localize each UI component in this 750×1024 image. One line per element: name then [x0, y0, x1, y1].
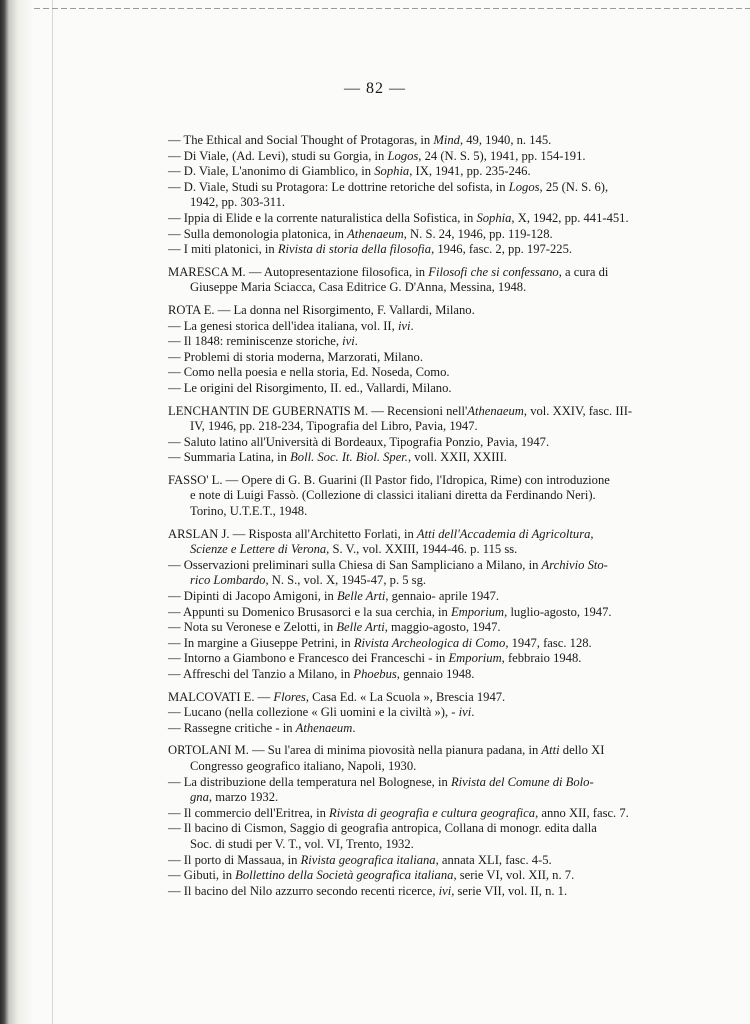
entry-gap: [168, 296, 703, 303]
bibliography-line-continuation: Congresso geografico italiano, Napoli, 1930.: [190, 758, 417, 773]
bibliography-line: — Gibuti, in Bollettino della Società geografica italiana, serie VI, vol. XII, n. 7.: [168, 868, 575, 883]
entry-gap: [168, 397, 703, 404]
bibliography-line: ORTOLANI M. — Su l'area di minima piovosità nella pianura padana, in Atti dello XI: [168, 743, 605, 758]
bibliography-line-continuation: Torino, U.T.E.T., 1948.: [190, 504, 308, 519]
bibliography-line-continuation: Scienze e Lettere di Verona, S. V., vol. XXIII, 1944-46. p. 115 ss.: [190, 542, 518, 557]
bibliography-line-continuation: rico Lombardo, N. S., vol. X, 1945-47, p. 5 sg.: [190, 573, 427, 588]
bibliography-line: — Ippia di Elide e la corrente naturalistica della Sofistica, in Sophia, X, 1942, pp. 441-451.: [168, 210, 629, 225]
bibliography-line: ROTA E. — La donna nel Risorgimento, F. Vallardi, Milano.: [168, 302, 475, 317]
book-binding-edge: [0, 0, 34, 1024]
page-number: — 82 —: [344, 80, 406, 97]
entry-gap: [168, 683, 703, 690]
bibliography-line: — Il 1848: reminiscenze storiche, ivi.: [168, 334, 358, 349]
bibliography-line: — Di Viale, (Ad. Levi), studi su Gorgia, in Logos, 24 (N. S. 5), 1941, pp. 154-191.: [168, 148, 586, 163]
bibliography-line: — In margine a Giuseppe Petrini, in Rivista Archeologica di Como, 1947, fasc. 128.: [168, 635, 592, 650]
bibliography-line: — La distribuzione della temperatura nel Bolognese, in Rivista del Comune di Bolo-: [168, 774, 594, 789]
bibliography-line-continuation: e note di Luigi Fassò. (Collezione di classici italiani diretta da Ferdinando Neri).: [190, 488, 596, 503]
bibliography-line: — D. Viale, L'anonimo di Giamblico, in Sophia, IX, 1941, pp. 235-246.: [168, 164, 531, 179]
bibliography-line: — Il commercio dell'Eritrea, in Rivista di geografia e cultura geografica, anno XII, fasc. 7.: [168, 805, 629, 820]
bibliography-line: — Dipinti di Jacopo Amigoni, in Belle Arti, gennaio- aprile 1947.: [168, 589, 500, 604]
bibliography-line: — Il bacino del Nilo azzurro secondo recenti ricerce, ivi, serie VII, vol. II, n. 1.: [168, 883, 568, 898]
bibliography-line-continuation: Soc. di studi per V. T., vol. VI, Trento, 1932.: [190, 836, 414, 851]
bibliography-line: — Lucano (nella collezione « Gli uomini e la civiltà »), - ivi.: [168, 705, 475, 720]
top-scan-edge: [34, 8, 750, 9]
bibliography-line: — Rassegne critiche - in Athenaeum.: [168, 720, 356, 735]
bibliography-line: MALCOVATI E. — Flores, Casa Ed. « La Scuola », Brescia 1947.: [168, 689, 506, 704]
bibliography-line: — Il bacino di Cismon, Saggio di geografia antropica, Collana di monogr. edita dalla: [168, 821, 597, 836]
bibliography-line-continuation: gna, marzo 1932.: [190, 790, 279, 805]
bibliography-line: — Affreschi del Tanzio a Milano, in Phoebus, gennaio 1948.: [168, 667, 475, 681]
bibliography-line: — Osservazioni preliminari sulla Chiesa di San Sampliciano a Milano, in Archivio Sto-: [168, 557, 608, 572]
bibliography-line-continuation: IV, 1946, pp. 218-234, Tipografia del Libro, Pavia, 1947.: [190, 419, 478, 434]
entry-gap: [168, 520, 703, 527]
bibliography-line: MARESCA M. — Autopresentazione filosofica, in Filosofi che si confessano, a cura di: [168, 264, 609, 279]
bibliography-line-continuation: Giuseppe Maria Sciacca, Casa Editrice G. D'Anna, Messina, 1948.: [190, 280, 527, 295]
bibliography-line: — Il porto di Massaua, in Rivista geografica italiana, annata XLI, fasc. 4-5.: [168, 852, 552, 867]
bibliography-list: [168, 133, 703, 899]
bibliography-line: — Appunti su Domenico Brusasorci e la sua cerchia, in Emporium, luglio-agosto, 1947.: [168, 604, 612, 619]
bibliography-line: — I miti platonici, in Rivista di storia della filosofia, 1946, fasc. 2, pp. 197-225.: [168, 242, 573, 257]
bibliography-line: — D. Viale, Studi su Protagora: Le dottrine retoriche del sofista, in Logos, 25 (N. S. 6),: [168, 179, 609, 194]
bibliography-line-continuation: 1942, pp. 303-311.: [190, 195, 286, 210]
entry-gap: [168, 258, 703, 265]
margin-shadow-line: [52, 0, 53, 1024]
bibliography-line: — Como nella poesia e nella storia, Ed. Noseda, Como.: [168, 365, 450, 380]
entry-gap: [168, 736, 703, 743]
bibliography-line: LENCHANTIN DE GUBERNATIS M. — Recensioni nell'Athenaeum, vol. XXIV, fasc. III-: [168, 403, 633, 418]
bibliography-line: FASSO' L. — Opere di G. B. Guarini (Il Pastor fido, l'Idropica, Rime) con introduzione: [168, 472, 610, 487]
bibliography-line: — Nota su Veronese e Zelotti, in Belle Arti, maggio-agosto, 1947.: [168, 620, 501, 635]
bibliography-line: — Sulla demonologia platonica, in Athenaeum, N. S. 24, 1946, pp. 119-128.: [168, 226, 553, 241]
bibliography-line: ARSLAN J. — Risposta all'Architetto Forlati, in Atti dell'Accademia di Agricoltura,: [168, 526, 594, 541]
bibliography-line: — Intorno a Giambono e Francesco dei Franceschi - in Emporium, febbraio 1948.: [168, 651, 582, 666]
bibliography-line: — La genesi storica dell'idea italiana, vol. II, ivi.: [168, 318, 414, 333]
entry-gap: [168, 466, 703, 473]
bibliography-line: — The Ethical and Social Thought of Protagoras, in Mind, 49, 1940, n. 145.: [168, 133, 552, 147]
bibliography-line: — Le origini del Risorgimento, II. ed., Vallardi, Milano.: [168, 380, 452, 395]
bibliography-line: — Problemi di storia moderna, Marzorati, Milano.: [168, 349, 423, 364]
bibliography-line: — Summaria Latina, in Boll. Soc. It. Biol. Sper., voll. XXII, XXIII.: [168, 450, 507, 465]
bibliography-line: — Saluto latino all'Università di Bordeaux, Tipografia Ponzio, Pavia, 1947.: [168, 434, 550, 449]
